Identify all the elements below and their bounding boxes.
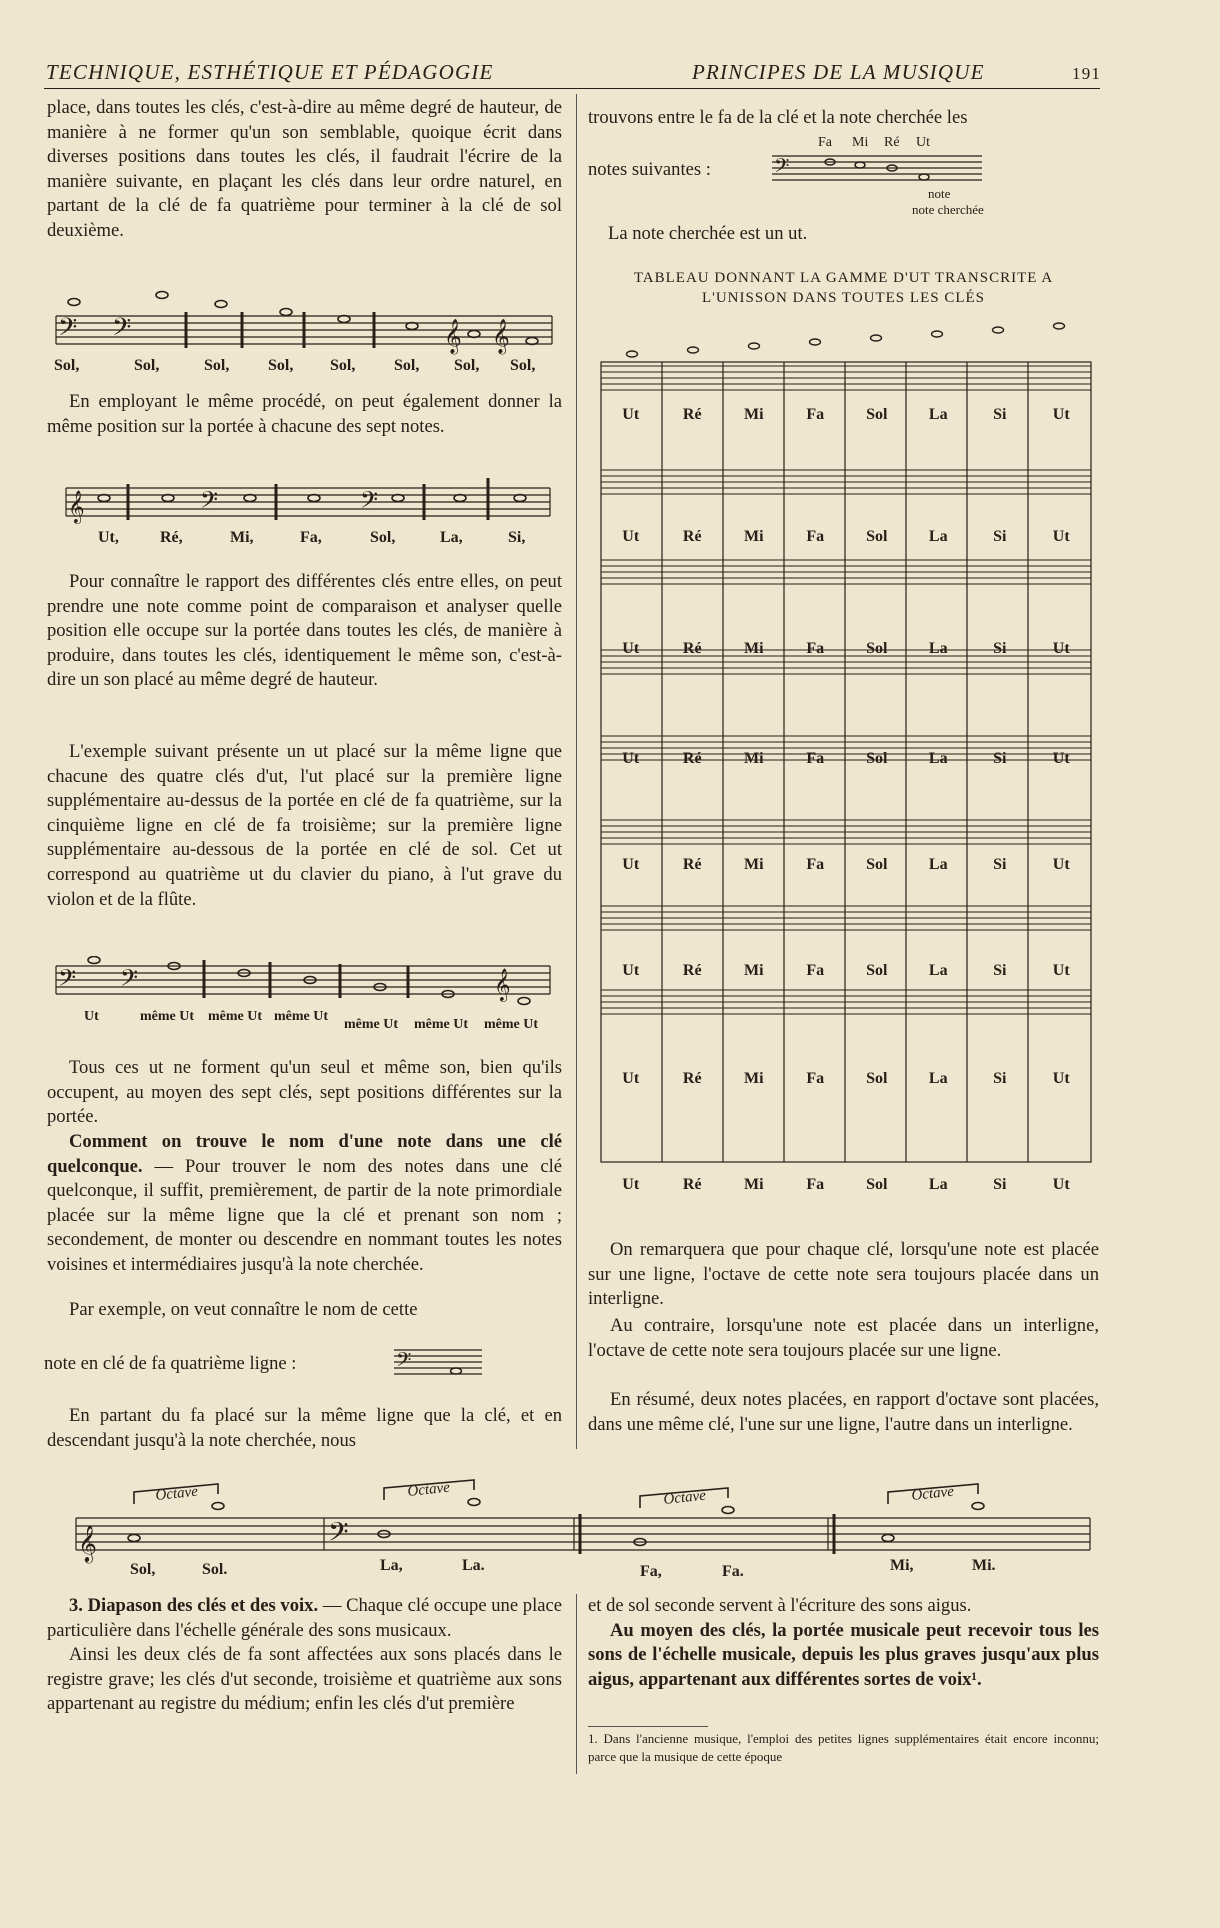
octave-label: Fa. (722, 1563, 744, 1580)
octave-label: Mi, (890, 1557, 914, 1574)
octave-word: Octave (154, 1483, 199, 1504)
svg-text:𝄞: 𝄞 (492, 320, 510, 353)
scale-table (600, 396, 1092, 1204)
svg-text:𝄢: 𝄢 (58, 966, 77, 997)
left-section-3: 3. Diapason des clés et des voix. — Chaque clé occupe une place particulière dans l'échelle générale des sons musicaux. Ainsi les deux clés de fa sont affectées aux sons placés dans le registre grave; les clés d'ut seconde, troisième et quatrième aux sons appartenant au registre du médium; enfin les clés d'ut première (47, 1595, 562, 1715)
svg-text:𝄢: 𝄢 (396, 1350, 412, 1376)
footnote: 1. Dans l'ancienne musique, l'emploi des petites lignes supplémentaires était encore inconnu; parce que la musique de cette époque (588, 1731, 1099, 1764)
page-number: 191 (1072, 64, 1102, 83)
left-paragraph-5: Tous ces ut ne forment qu'un seul et même son, bien qu'ils occupent, au moyen des sept clés, sept positions différentes sur la portée. (47, 1057, 562, 1128)
ex-label: Mi (852, 135, 869, 150)
ex-label: Ré (884, 135, 900, 150)
column-divider (576, 94, 577, 1449)
right-paragraph-5: En résumé, deux notes placées, en rapport d'octave sont placées, dans une même clé, l'une sur une ligne, l'autre dans un interligne. (588, 1389, 1099, 1435)
ex3-label: même Ut (208, 1009, 263, 1024)
octave-label: La, (380, 1557, 403, 1574)
octave-label: Mi. (972, 1557, 996, 1574)
svg-text:𝄢: 𝄢 (774, 156, 790, 182)
note-cherchee-label: note cherchée (912, 202, 984, 217)
footnote-rule (588, 1726, 708, 1727)
ex1-label: Sol, (54, 357, 80, 374)
svg-text:𝄢: 𝄢 (120, 966, 139, 997)
ex2-label: Sol, (370, 529, 396, 546)
table-row: Ut Ré Mi Fa Sol La Si Ut (622, 640, 1070, 657)
octave-word: Octave (406, 1479, 451, 1500)
octave-label: Sol. (202, 1561, 228, 1578)
table-row: Ut Ré Mi Fa Sol La Si Ut (622, 750, 1070, 767)
svg-text:𝄞: 𝄞 (78, 1525, 97, 1561)
ex2-label: Fa, (300, 529, 322, 546)
svg-text:𝄞: 𝄞 (494, 970, 511, 1001)
music-example-fa-clef (394, 1346, 484, 1382)
ex-label: Ut (916, 135, 930, 150)
svg-text:note: note (928, 186, 951, 201)
ex3-label: même Ut (484, 1017, 539, 1032)
svg-text:𝄢: 𝄢 (112, 314, 132, 347)
left-paragraph-2: En employant le même procédé, on peut également donner la même position sur la portée à chacune des sept notes. (47, 391, 562, 437)
octave-label: Fa, (640, 1563, 662, 1580)
right-paragraph-1: trouvons entre le fa de la clé et la note cherchée les (588, 107, 968, 128)
left-paragraph-1: place, dans toutes les clés, c'est-à-dire au même degré de hauteur, de manière à ne former qu'un son semblable, quoique écrit dans diverses positions dans toutes les clés, il faudrait l'écrire de la manière suivante, en plaçant les clés dans leur ordre naturel, en partant de la clé de fa quatrième pour terminer à la clé de sol deuxième. (47, 97, 562, 241)
ex2-label: Si, (508, 529, 526, 546)
music-example-octave (74, 1476, 1094, 1582)
music-example-notes-suivantes (772, 132, 992, 228)
left-paragraph-7b: note en clé de fa quatrième ligne : (44, 1353, 297, 1374)
right-paragraph-3: On remarquera que pour chaque clé, lorsqu'une note est placée sur une ligne, l'octave de cette note sera toujours placée dans un interligne. (588, 1239, 1099, 1310)
header-rule (44, 88, 1100, 89)
svg-text:𝄢: 𝄢 (328, 1517, 349, 1553)
right-paragraph-4: Au contraire, lorsqu'une note est placée dans un interligne, l'octave de cette note sera toujours placée sur une ligne. (588, 1315, 1099, 1361)
music-example-ut (54, 956, 554, 1038)
ex1-label: Sol, (204, 357, 230, 374)
left-paragraph-8: En partant du fa placé sur la même ligne que la clé, et en descendant jusqu'à la note cherchée, nous (47, 1405, 562, 1451)
ex2-label: Ut, (98, 529, 119, 546)
ex1-label: Sol, (510, 357, 536, 374)
right-paragraph-2: La note cherchée est un ut. (608, 223, 808, 244)
octave-label: Sol, (130, 1561, 156, 1578)
running-header-right: PRINCIPES DE LA MUSIQUE (692, 60, 985, 84)
right-section-3: et de sol seconde servent à l'écriture des sons aigus. Au moyen des clés, la portée musicale peut recevoir tous les sons de l'échelle musicale, depuis les plus graves jusqu'aux plus aigus, appartenant aux différentes sortes de voix¹. (588, 1595, 1099, 1690)
ex3-label: même Ut (414, 1017, 469, 1032)
ex1-label: Sol, (330, 357, 356, 374)
ex2-label: Ré, (160, 529, 183, 546)
table-caption-2: L'UNISSON DANS TOUTES LES CLÉS (701, 290, 985, 306)
svg-text:𝄢: 𝄢 (58, 314, 78, 347)
table-row: Ut Ré Mi Fa Sol La Si Ut (622, 528, 1070, 545)
table-row: Ut Ré Mi Fa Sol La Si Ut (622, 856, 1070, 873)
left-paragraph-3: Pour connaître le rapport des différentes clés entre elles, on peut prendre une note comme point de comparaison et analyser quelle position elle occupe sur la portée dans toutes les clés, de manière à produire, dans toutes les clés, identiquement le même son, c'est-à-dire un son placé au même degré de hauteur. (47, 571, 562, 691)
ex3-label: Ut (84, 1009, 99, 1024)
section-heading: Comment on trouve le nom d'une note dans une clé quelconque. (47, 1131, 562, 1177)
table-row: Ut Ré Mi Fa Sol La Si Ut (622, 1176, 1070, 1193)
svg-text:𝄢: 𝄢 (200, 488, 219, 519)
music-example-seven-notes (64, 478, 554, 550)
table-row: Ut Ré Mi Fa Sol La Si Ut (622, 406, 1070, 423)
table-row: Ut Ré Mi Fa Sol La Si Ut (622, 1070, 1070, 1087)
ex2-label: La, (440, 529, 463, 546)
octave-word: Octave (910, 1483, 955, 1504)
section-heading: 3. Diapason des clés et des voix. (69, 1595, 319, 1616)
svg-text:𝄢: 𝄢 (360, 488, 379, 519)
column-divider-bottom (576, 1594, 577, 1774)
table-caption-1: TABLEAU DONNANT LA GAMME D'UT TRANSCRITE A (633, 270, 1054, 286)
ex2-label: Mi, (230, 529, 254, 546)
ex1-label: Sol, (268, 357, 294, 374)
ex1-label: Sol, (134, 357, 160, 374)
octave-label: La. (462, 1557, 485, 1574)
ex3-label: même Ut (344, 1017, 399, 1032)
octave-word: Octave (662, 1487, 707, 1508)
ex1-label: Sol, (454, 357, 480, 374)
left-paragraph-6: Comment on trouve le nom d'une note dans une clé quelconque. — Pour trouver le nom des notes dans une clé quelconque, il suffit, premièrement, de partir de la note primordiale placée sur la même ligne que la clé et prenant son nom ; secondement, de monter ou descendre en nommant toutes les notes voisines et intermédiaires jusqu'à la note cherchée. (47, 1131, 562, 1275)
table-row: Ut Ré Mi Fa Sol La Si Ut (622, 962, 1070, 979)
ex-label: Fa (818, 135, 832, 150)
svg-text:𝄞: 𝄞 (68, 492, 85, 523)
left-paragraph-7: Par exemple, on veut connaître le nom de cette (69, 1299, 418, 1320)
ex3-label: même Ut (274, 1009, 329, 1024)
ex3-label: même Ut (140, 1009, 195, 1024)
ex1-label: Sol, (394, 357, 420, 374)
svg-text:𝄞: 𝄞 (444, 320, 462, 353)
notes-suivantes: notes suivantes : (588, 159, 711, 180)
running-header-left: TECHNIQUE, ESTHÉTIQUE ET PÉDAGOGIE (46, 60, 494, 84)
music-example-sol (54, 282, 554, 378)
left-paragraph-4: L'exemple suivant présente un ut placé sur la même ligne que chacune des quatre clés d'ut, l'ut placé sur la première ligne supplémentaire au-dessus de la portée en clé de fa quatrième, sur la cinquième ligne en clé de fa troisième; sur la première ligne supplémentaire au-dessous de la portée en clé de sol. Cet ut correspond au quatrième ut du clavier du piano, à l'ut grave du violon et de la flûte. (47, 741, 562, 910)
